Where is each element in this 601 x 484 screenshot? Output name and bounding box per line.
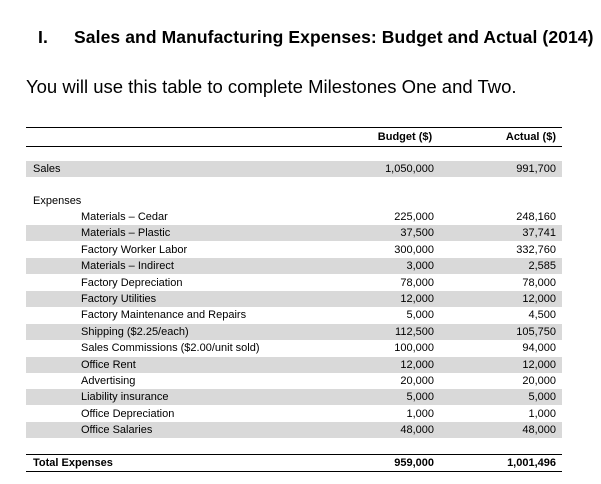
section-number: I. <box>38 27 48 47</box>
expense-budget: 5,000 <box>406 309 434 322</box>
expense-label: Advertising <box>81 375 136 387</box>
expense-actual: 105,750 <box>516 325 556 338</box>
expense-budget: 12,000 <box>400 358 434 371</box>
expense-budget: 100,000 <box>394 342 434 355</box>
expense-label: Liability insurance <box>81 391 169 404</box>
expense-actual: 48,000 <box>522 424 556 437</box>
sales-actual: 991,700 <box>516 163 556 175</box>
expense-label: Factory Depreciation <box>81 276 183 289</box>
actual-column-header: Actual ($) <box>505 131 556 143</box>
section-heading <box>38 27 594 48</box>
expense-label: Office Rent <box>81 358 136 371</box>
expense-actual: 20,000 <box>522 375 556 387</box>
expense-row <box>26 209 562 225</box>
expense-row <box>26 291 562 307</box>
total-label: Total Expenses <box>33 457 113 469</box>
expense-row <box>26 406 562 422</box>
expense-budget: 37,500 <box>400 227 434 240</box>
expenses-label: Expenses <box>33 195 82 207</box>
expense-actual: 2,585 <box>528 260 556 273</box>
expense-actual: 78,000 <box>522 276 556 289</box>
expense-label: Materials – Plastic <box>81 227 171 240</box>
expense-label: Materials – Indirect <box>81 260 174 273</box>
expense-label: Materials – Cedar <box>81 211 168 223</box>
sales-budget: 1,050,000 <box>385 163 434 175</box>
expense-row <box>26 258 562 274</box>
expense-actual: 94,000 <box>522 342 556 355</box>
section-title: Sales and Manufacturing Expenses: Budget and Actual (2014) <box>74 27 594 47</box>
expense-actual: 37,741 <box>522 227 556 240</box>
expense-budget: 48,000 <box>400 424 434 437</box>
expense-actual: 12,000 <box>522 358 556 371</box>
expense-row <box>26 373 562 389</box>
expense-actual: 5,000 <box>528 391 556 404</box>
expense-label: Office Salaries <box>81 424 153 437</box>
total-actual: 1,001,496 <box>507 457 556 469</box>
header-rule <box>26 146 562 147</box>
budget-column-header: Budget ($) <box>377 131 433 143</box>
expense-actual: 332,760 <box>516 243 556 256</box>
expense-label: Factory Worker Labor <box>81 243 188 256</box>
total-row <box>26 455 562 471</box>
expense-row <box>26 389 562 405</box>
expense-label: Shipping ($2.25/each) <box>81 325 189 338</box>
expense-budget: 1,000 <box>406 407 434 420</box>
expense-actual: 4,500 <box>528 309 556 322</box>
expense-row <box>26 242 562 258</box>
expense-label: Factory Utilities <box>81 293 157 305</box>
expense-row <box>26 357 562 373</box>
expense-budget: 20,000 <box>400 375 434 387</box>
expense-row <box>26 225 562 241</box>
expense-budget: 12,000 <box>400 293 434 305</box>
expense-label: Factory Maintenance and Repairs <box>81 309 247 322</box>
expense-actual: 12,000 <box>522 293 556 305</box>
expense-row <box>26 324 562 340</box>
expense-actual: 248,160 <box>516 211 556 223</box>
expense-budget: 225,000 <box>394 211 434 223</box>
expense-row <box>26 275 562 291</box>
total-bottom-rule <box>26 471 562 472</box>
expense-label: Sales Commissions ($2.00/unit sold) <box>81 342 260 355</box>
intro-text: You will use this table to complete Milestones One and Two. <box>26 76 517 97</box>
total-budget: 959,000 <box>394 457 434 469</box>
expense-budget: 112,500 <box>395 325 434 338</box>
expense-budget: 300,000 <box>394 243 434 256</box>
sales-label: Sales <box>33 163 61 175</box>
expense-row <box>26 340 562 356</box>
sales-row <box>26 161 562 177</box>
expense-label: Office Depreciation <box>81 407 175 420</box>
expense-budget: 78,000 <box>400 276 434 289</box>
expense-row <box>26 307 562 323</box>
expense-budget: 3,000 <box>406 260 434 273</box>
table-top-rule <box>26 127 562 128</box>
expense-row <box>26 422 562 438</box>
expense-budget: 5,000 <box>406 391 434 404</box>
expenses-label-row <box>26 193 562 209</box>
expense-actual: 1,000 <box>528 407 556 420</box>
